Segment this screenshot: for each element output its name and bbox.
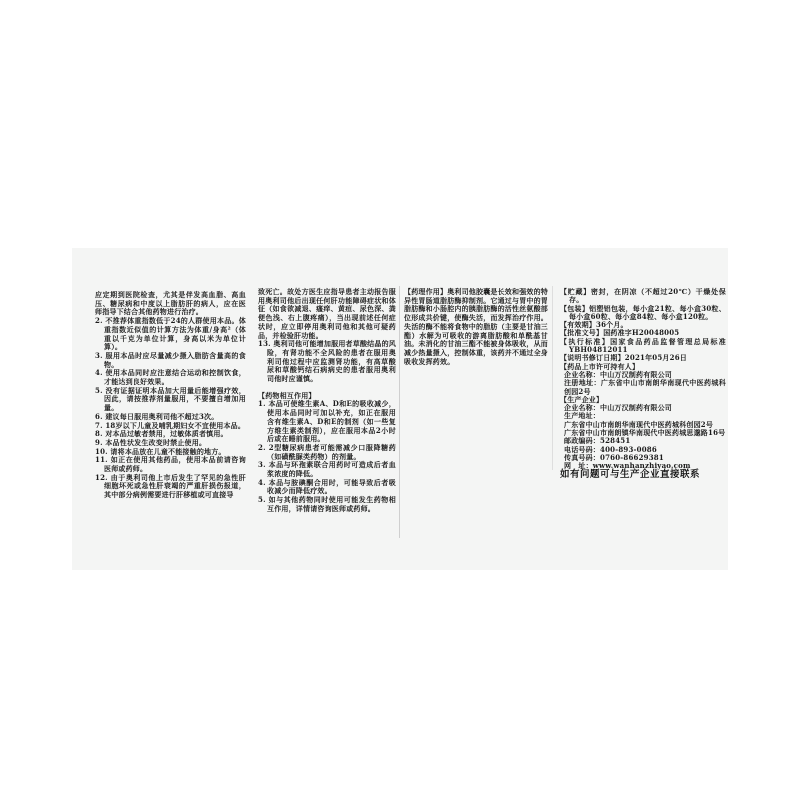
leaflet-paragraph: 传真号码：0760-86629381 [564, 452, 664, 462]
leaflet-paragraph: 9. 本品性状发生改变时禁止使用。 [95, 437, 207, 447]
leaflet-paragraph: 3. 本品与环孢素联合用药时可造成后者血浆浓度的降低。 [258, 460, 396, 479]
leaflet-paragraph: 1. 本品可使维生素A、D和E的吸收减少，使用本品同时可加以补充，如正在服用含有维生素A、D和E的制剂（如一些复方维生素类制剂），应在服用本品2小时后或在睡前服用。 [258, 399, 396, 444]
leaflet-paragraph: 【药理作用】奥利司他胶囊是长效和强效的特异性胃肠道脂肪酶抑制剂。它通过与胃中的胃脂肪酶和小肠腔内的胰脂肪酶的活性丝氨酸部位形成共价键，使酶失活，而发挥治疗作用。失活的酶不能将食物中的脂肪（主要是甘油三酯）水解为可吸收的游离脂肪酸和单酰基甘油。未消化的甘油三酯不能被身体吸收，从而减少热量摄入，控制体重，该药并不通过全身吸收发挥药效。 [404, 287, 548, 366]
leaflet-paragraph: 4. 本品与胺碘酮合用时，可能导致后者吸收减少而降低疗效。 [258, 477, 396, 496]
leaflet-paragraph: 广东省中山市南朗镇华南现代中医药城思邈路16号 [564, 428, 726, 438]
leaflet-paragraph: 应定期到医院检查，尤其是伴发高血脂、高血压、糖尿病和中度以上脂肪肝的病人，应在医师指导下结合其他药物进行治疗。 [95, 290, 246, 317]
leaflet-paragraph: 【生产企业】 [560, 394, 604, 404]
column-pharmacology [404, 288, 548, 366]
leaflet-paragraph: 【贮藏】密封，在阴凉（不超过20℃）干燥处保存。 [560, 287, 726, 305]
leaflet-paragraph: 【包装】铝塑铝包装，每小盒21粒、每小盒30粒、每小盒60粒、每小盒84粒、每小盒120粒。 [560, 303, 726, 321]
leaflet-paragraph: 8. 对本品过敏者禁用，过敏体质者慎用。 [95, 429, 228, 439]
leaflet-paragraph: 5. 如与其他药物同时使用可能发生药物相互作用，详情请咨询医师或药师。 [258, 495, 396, 513]
leaflet-paragraph: 【药品上市许可持有人】 [560, 361, 640, 371]
leaflet-paragraph: 6. 建议每日服用奥利司他不超过3次。 [95, 411, 219, 421]
leaflet-paragraph: 13. 奥利司他可能增加服用者草酸结晶的风险，有肾功能不全风险的患者在服用奥利司他过程中应监测肾功能，有高草酸尿和草酸钙结石病病史的患者服用奥利司他时应谨慎。 [258, 339, 396, 384]
leaflet-paragraph: 【执行标准】国家食品药品监督管理总局标准YBH04812011 [560, 336, 726, 355]
leaflet-paragraph: 4. 使用本品同时应注意结合运动和控制饮食，才能达到良好效果。 [95, 368, 246, 387]
leaflet-paragraph: 2. 不推荐体重指数低于24的人群使用本品。体重指数近似值的计算方法为体重/身高²（体重以千克为单位计算，身高以米为单位计算）。 [95, 316, 246, 352]
leaflet-paragraph: 企业名称：中山万汉制药有限公司 [564, 369, 672, 379]
leaflet-paragraph: 10. 请将本品放在儿童不能接触的地方。 [95, 446, 226, 456]
leaflet-paragraph: 企业名称：中山万汉制药有限公司 [564, 403, 672, 413]
leaflet-paragraph: 【说明书修订日期】2021年05月26日 [560, 353, 687, 363]
contact-note: 如有问题可与生产企业直接联系 [560, 469, 701, 480]
leaflet-paragraph: 电话号码：400-893-0086 [564, 444, 657, 454]
leaflet-paragraph: 11. 如正在使用其他药品，使用本品前请咨询医师或药师。 [95, 455, 246, 474]
leaflet-paragraph: 12. 由于奥利司他上市后发生了罕见的急性肝细胞坏死或急性肝衰竭的严重肝损伤报道，其中部分病例需要进行肝移植或可直接导 [95, 472, 246, 500]
column-storage-manufacturer [560, 288, 726, 471]
leaflet-paragraph: 3. 服用本品时应尽量减少摄入脂肪含量高的食物。 [95, 350, 246, 369]
column-divider [399, 286, 400, 538]
leaflet-paragraph: 5. 没有证据证明本品加大用量后能增强疗效，因此，请按推荐剂量服用，不要擅自增加用量。 [95, 385, 246, 413]
leaflet-paragraph: 【有效期】36个月。 [560, 320, 628, 330]
column-divider [552, 286, 553, 470]
column-item13-drug-interactions [258, 288, 396, 514]
leaflet-paragraph: 生产地址： [564, 411, 600, 421]
leaflet-paragraph: 【药物相互作用】 [258, 390, 316, 400]
column-precautions-continued [95, 291, 246, 500]
leaflet-paragraph: 【批准文号】国药准字H20048005 [560, 328, 680, 338]
leaflet-paragraph: 注册地址：广东省中山市南朗华南现代中医药城科创园2号 [564, 378, 726, 396]
leaflet-paragraph: 网 址：www.wanhanzhiyao.com [564, 461, 691, 471]
leaflet-paragraph: 7. 18岁以下儿童及哺乳期妇女不宜使用本品。 [95, 420, 246, 430]
leaflet-paragraph: 致死亡。故处方医生应指导患者主动报告服用奥利司他后出现任何肝功能障碍症状和体征（如食欲减退、瘙痒、黄疸、尿色深、粪便色浅、右上腹疼痛），当出现前述任何症状时，应立即停用奥利司他和其他可疑药品，并检验肝功能。 [258, 287, 396, 340]
leaflet-paragraph: 邮政编码：528451 [564, 436, 631, 446]
leaflet-paragraph: 2. 2型糖尿病患者可能需减少口服降糖药（如磺酰脲类药物）的剂量。 [258, 442, 396, 461]
leaflet-paragraph: 广东省中山市南朗华南现代中医药城科创园2号 [564, 419, 714, 429]
